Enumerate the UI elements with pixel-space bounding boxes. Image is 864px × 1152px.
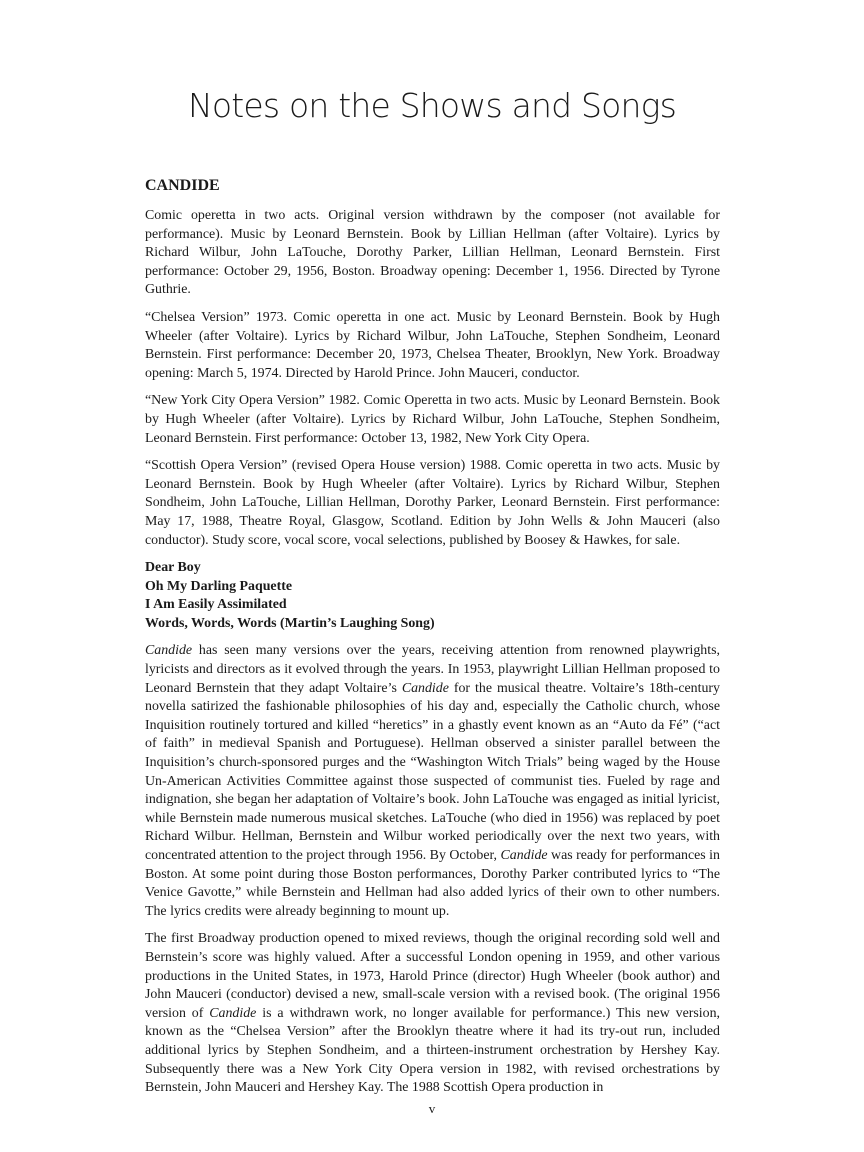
essay-text: for the musical theatre. Voltaire’s 18th-century novella satirized the fashionable philosophies of his day and, especially the Catholic church, whose Inquisition routinely tortured and killed “heretics” in a ghastly event known as an “Auto da Fé” (“act of faith” in medieval Spanish and Portuguese). Hellman observed a sinister parallel between the Inquisition’s church-sponsored purges and the “Washington Witch Trials” being waged by the House Un-American Activities Committee against those suspected of communist ties. Fueled by rage and indignation, she began her adaptation of Voltaire’s book. John LaTouche was engaged as initial lyricist, while Bernstein made numerous musical sketches. LaTouche (who died in 1956) was replaced by poet Richard Wilbur. Hellman, Bernstein and Wilbur worked periodically over the next two years, with concentrated attention to the project through 1956. By October, bbox=[145, 680, 720, 863]
essay-text: was ready for performances in Boston. At some point during those Boston performances, Dorothy Parker contributed lyrics to “The Venice Gavotte,” while Bernstein and Hellman had also added lyrics of their own to other numbers. The lyrics credits were already beginning to mount up. bbox=[145, 848, 720, 919]
page-title: Notes on the Shows and Songs bbox=[188, 86, 676, 125]
info-paragraph-nyc-opera: “New York City Opera Version” 1982. Comic Operetta in two acts. Music by Leonard Bernstein. Book by Hugh Wheeler (after Voltaire). Lyrics by Richard Wilbur, John LaTouche, Stephen Sondheim, Leonard Bernstein. First performance: October 13, 1982, New York City Opera. bbox=[145, 393, 720, 446]
info-paragraph-original: Comic operetta in two acts. Original version withdrawn by the composer (not available for performance). Music by Leonard Bernstein. Book by Lillian Hellman (after Voltaire). Lyrics by Richard Wilbur, John LaTouche, Dorothy Parker, Lillian Hellman, Leonard Bernstein. First performance: October 29, 1956, Boston. Broadway opening: December 1, 1956. Directed by Tyrone Guthrie. bbox=[145, 208, 720, 298]
essay-text: The first Broadway production opened to mixed reviews, though the original recording sold well and Bernstein’s score was highly valued. After a successful London opening in 1959, and other various productions in the United States, in 1973, Harold Prince (director) Hugh Wheeler (book author) and John Mauceri (conductor) devised a new, small-scale version with a revised book. (The original 1956 version of bbox=[145, 931, 720, 1021]
essay-paragraph-broadway bbox=[145, 930, 720, 1097]
essay-text: is a withdrawn work, no longer available for performance.) This new version, known as the “Chelsea Version” after the Brooklyn theatre where it had its try-out run, included additional lyrics by Stephen Sondheim, and a thirteen-instrument orchestration by Hershey Kay. Subsequently there was a New York City Opera version in 1982, with revised orchestrations by Bernstein, John Mauceri and Hershey Kay. The 1988 Scottish Opera production in bbox=[145, 1005, 720, 1096]
italic-title: Candide bbox=[401, 680, 449, 696]
italic-title: Candide bbox=[145, 643, 193, 659]
song-title: Dear Boy bbox=[145, 560, 201, 576]
info-paragraph-scottish-opera: “Scottish Opera Version” (revised Opera House version) 1988. Comic operetta in two acts. Music by Leonard Bernstein. Book by Hugh Wheeler (after Voltaire). Lyrics by Richard Wilbur, Stephen Sondheim, John LaTouche, Lillian Hellman, Dorothy Parker, Leonard Bernstein. First performance: May 17, 1988, Theatre Royal, Glasgow, Scotland. Edition by John Wells & John Mauceri (also conductor). Study score, vocal score, vocal selections, published by Boosey & Hawkes, for sale. bbox=[145, 458, 720, 548]
italic-title: Candide bbox=[500, 848, 548, 863]
essay-paragraph-history bbox=[145, 642, 720, 921]
song-title: I Am Easily Assimilated bbox=[145, 597, 287, 613]
section-candide bbox=[145, 176, 720, 1107]
info-paragraph-chelsea: “Chelsea Version” 1973. Comic operetta in one act. Music by Leonard Bernstein. Book by Hugh Wheeler (after Voltaire). Lyrics by Richard Wilbur, John LaTouche, Stephen Sondheim, Leonard Bernstein. First performance: December 20, 1973, Chelsea Theater, Brooklyn, New York. Broadway opening: March 5, 1974. Directed by Harold Prince. John Mauceri, conductor. bbox=[145, 309, 720, 381]
essay-text: has seen many versions over the years, receiving attention from renowned playwrights, lyricists and directors as it evolved through the years. In 1953, playwright Lillian Hellman proposed to Leonard Bernstein that they adapt Voltaire’s bbox=[145, 643, 720, 696]
italic-title: Candide bbox=[209, 1005, 257, 1021]
song-list bbox=[145, 559, 720, 633]
page-number: v bbox=[428, 1101, 436, 1116]
song-title: Oh My Darling Paquette bbox=[145, 578, 292, 594]
section-heading: CANDIDE bbox=[145, 177, 220, 194]
song-title: Words, Words, Words (Martin’s Laughing Song) bbox=[145, 615, 435, 631]
